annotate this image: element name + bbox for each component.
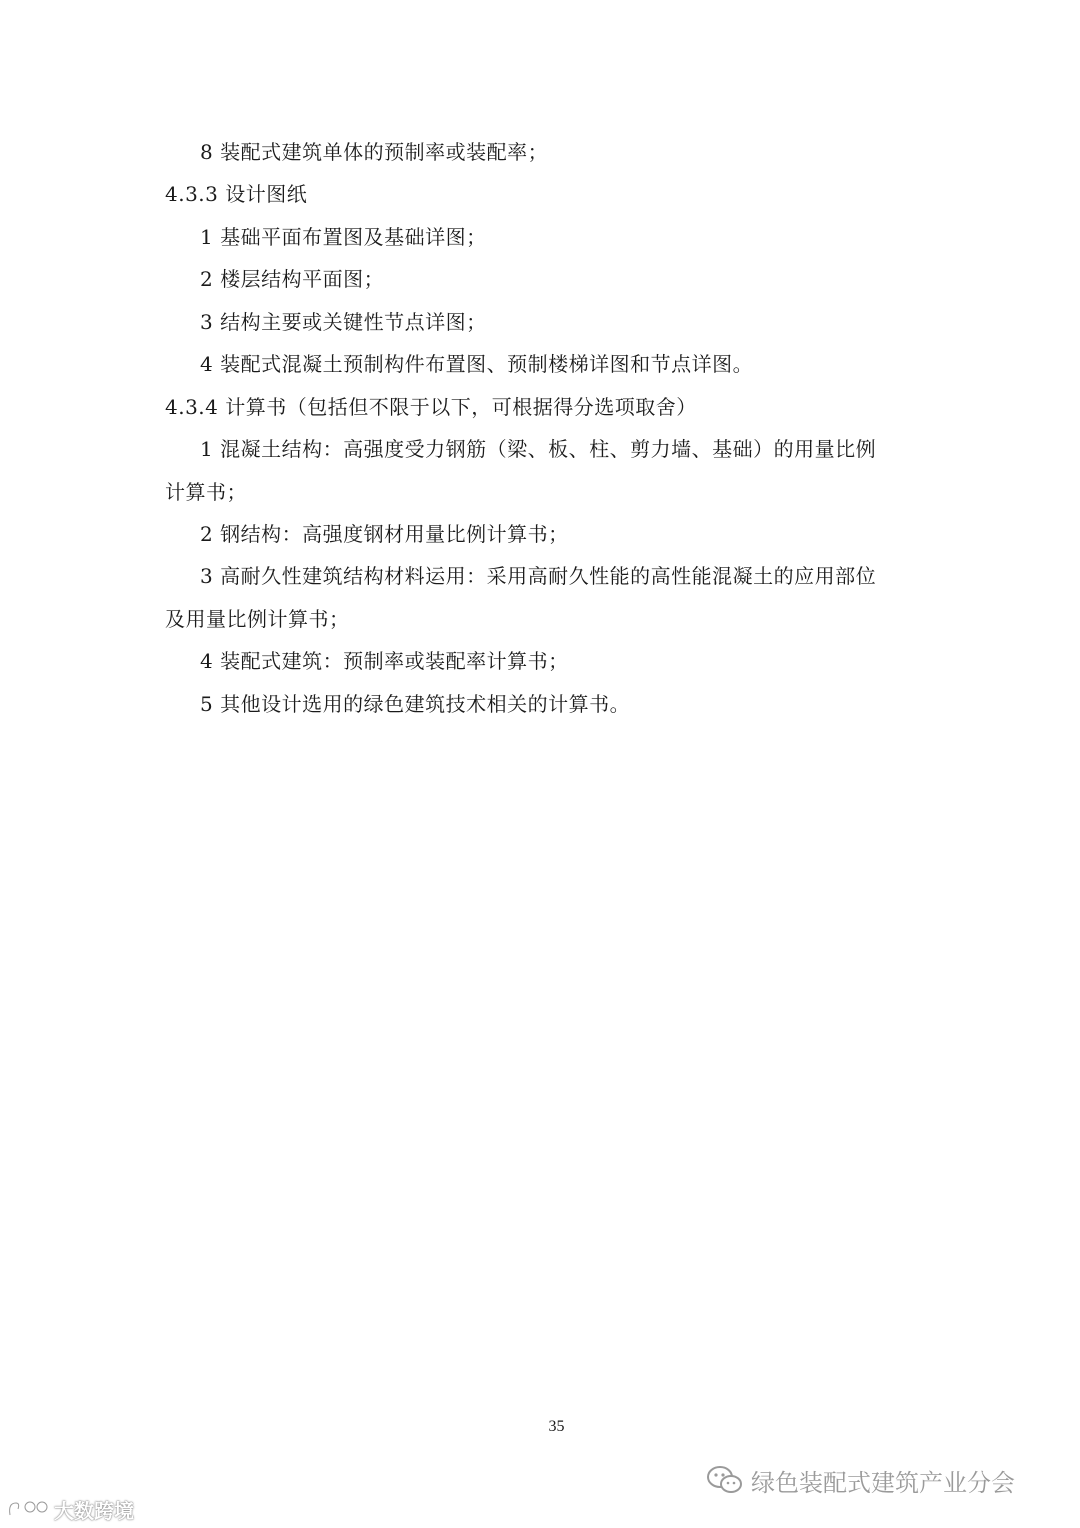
item-2-floor-structure-plan: 2 楼层结构平面图； [200, 267, 385, 291]
source-name: 大数跨境 [54, 1498, 134, 1523]
item-1-concrete-structure-cont: 计算书； [165, 480, 247, 504]
wechat-icon [705, 1464, 745, 1496]
item-8-prefab-rate: 8 装配式建筑单体的预制率或装配率； [200, 140, 549, 164]
item-3-durable-materials: 3 高耐久性建筑结构材料运用：采用高耐久性能的高性能混凝土的应用部位 [200, 564, 877, 588]
item-3-node-details: 3 结构主要或关键性节点详图； [200, 310, 487, 334]
wechat-account-name: 绿色装配式建筑产业分会 [751, 1468, 1015, 1497]
item-4-prefab-building: 4 装配式建筑：预制率或装配率计算书； [200, 649, 569, 673]
item-5-other-green-tech: 5 其他设计选用的绿色建筑技术相关的计算书。 [200, 692, 631, 716]
page-number: 35 [548, 1418, 565, 1435]
section-heading-4-3-4: 4.3.4 计算书（包括但不限于以下，可根据得分选项取舍） [165, 395, 697, 419]
item-1-foundation-plan: 1 基础平面布置图及基础详图； [200, 225, 487, 249]
source-logo-icon [6, 1497, 50, 1521]
item-2-steel-structure: 2 钢结构：高强度钢材用量比例计算书； [200, 522, 569, 546]
item-4-prefab-components: 4 装配式混凝土预制构件布置图、预制楼梯详图和节点详图。 [200, 352, 754, 376]
wechat-account-watermark [705, 1462, 1015, 1498]
source-watermark [6, 1494, 134, 1524]
item-3-durable-materials-cont: 及用量比例计算书； [165, 607, 350, 631]
item-1-concrete-structure: 1 混凝土结构：高强度受力钢筋（梁、板、柱、剪力墙、基础）的用量比例 [200, 437, 877, 461]
section-heading-4-3-3: 4.3.3 设计图纸 [165, 182, 308, 206]
